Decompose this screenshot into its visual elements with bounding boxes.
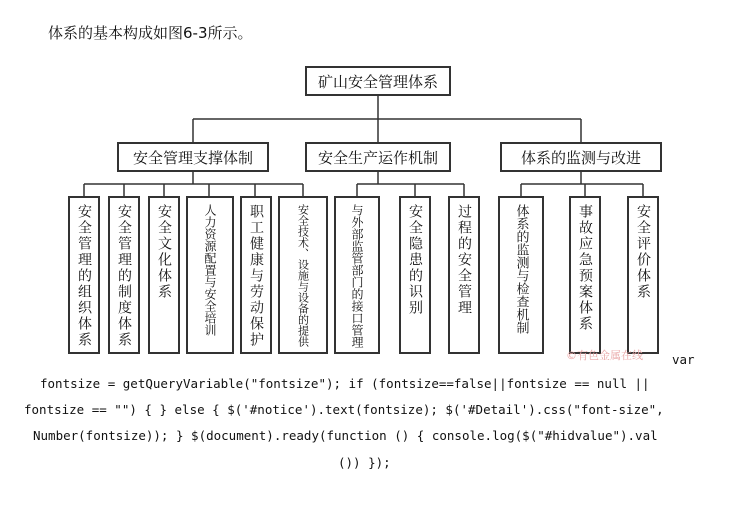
leaf-node: [148, 196, 180, 354]
group-node-label: 体系的监测与改进: [520, 148, 641, 167]
group-node-label: 安全管理支撑体制: [132, 148, 253, 167]
code-line: fontsize == "") { } else { $('#notice').text(fontsize); $('#Detail').css("font-size",: [24, 402, 664, 417]
code-line: Number(fontsize)); } $(document).ready(function () { console.log($("#hidvalue").val: [33, 428, 658, 443]
root-node: [305, 66, 451, 96]
group-node-monitoring: [500, 142, 662, 172]
code-line: ()) });: [338, 455, 391, 470]
leaf-node-label: 与外部监管部门的接口管理: [350, 204, 364, 348]
leaf-node: [68, 196, 100, 354]
leaf-node: [186, 196, 234, 354]
leaf-node: [399, 196, 431, 354]
root-node-label: 矿山安全管理体系: [317, 72, 438, 91]
leaf-node: [448, 196, 480, 354]
group-node-operation: [305, 142, 451, 172]
leaf-node: [334, 196, 380, 354]
code-line: fontsize = getQueryVariable("fontsize"); if (fontsize==false||fontsize == null ||: [40, 376, 650, 391]
group-node-support: [117, 142, 269, 172]
leaf-node-label: 事故应急预案体系: [577, 204, 593, 332]
leaf-node-label: 安全隐患的识别: [407, 204, 423, 316]
leaf-node-label: 安全管理的制度体系: [116, 204, 132, 348]
leaf-node: [498, 196, 544, 354]
leaf-node-label: 安全文化体系: [156, 204, 172, 300]
leaf-node: [569, 196, 601, 354]
leaf-node-label: 安全评价体系: [635, 204, 651, 300]
leaf-node: [240, 196, 272, 354]
leaf-node: [627, 196, 659, 354]
leaf-node-label: 安全技术、设施与设备的提供: [296, 204, 310, 347]
leaf-node-label: 体系的监测与检查机制: [513, 204, 529, 334]
leaf-node: [278, 196, 328, 354]
leaf-node-label: 职工健康与劳动保护: [248, 204, 264, 348]
leaf-node-label: 人力资源配置与安全培训: [203, 204, 217, 336]
watermark: ©有色金属在线: [566, 349, 643, 362]
group-node-label: 安全生产运作机制: [317, 148, 438, 167]
leaf-node-label: 安全管理的组织体系: [76, 204, 92, 348]
code-line: var: [672, 352, 695, 367]
leaf-node-label: 过程的安全管理: [456, 204, 472, 316]
caption: 体系的基本构成如图6-3所示。: [48, 24, 253, 42]
leaf-node: [108, 196, 140, 354]
